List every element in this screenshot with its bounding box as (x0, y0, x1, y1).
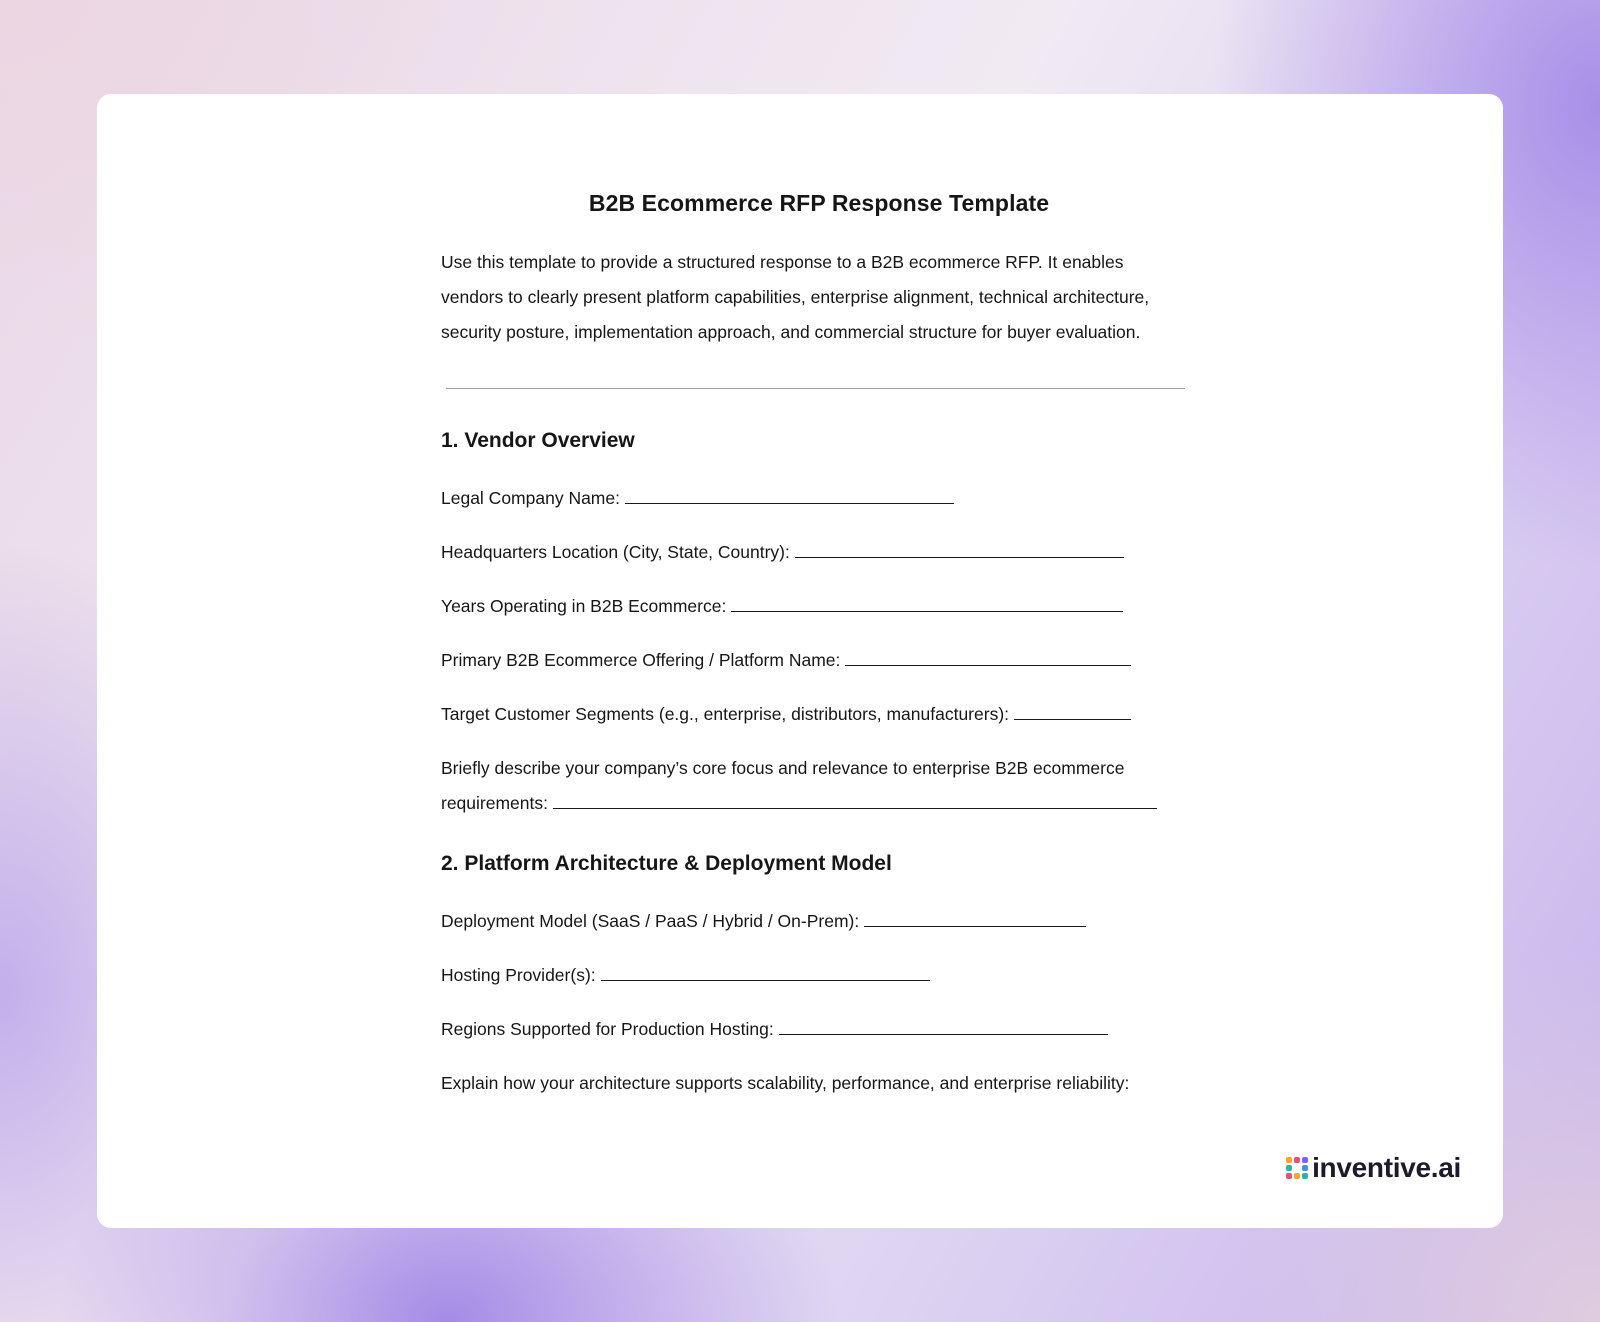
field-regions-supported (441, 1012, 1197, 1047)
answer-blank[interactable] (553, 807, 1157, 809)
section-heading-vendor-overview: 1. Vendor Overview (441, 429, 635, 452)
answer-blank[interactable] (795, 556, 1124, 558)
field-label: Target Customer Segments (e.g., enterprise, distributors, manufacturers): (441, 704, 1010, 724)
intro-paragraph: Use this template to provide a structured response to a B2B ecommerce RFP. It enables vendors to clearly present platform capabilities, enterprise alignment, technical architecture, security posture, implementation approach, and commercial structure for buyer evaluation. (441, 252, 1150, 342)
document-title: B2B Ecommerce RFP Response Template (588, 190, 1050, 216)
field-label: Briefly describe your company’s core focus and relevance to enterprise B2B ecommerce requirements: (441, 758, 1125, 813)
sparkle-grid-icon (1286, 1157, 1308, 1179)
field-architecture-explanation (441, 1066, 1197, 1101)
answer-blank[interactable] (864, 925, 1086, 927)
field-label: Legal Company Name: (441, 488, 620, 508)
answer-blank[interactable] (731, 610, 1123, 612)
document-body (441, 190, 1197, 1101)
answer-blank[interactable] (601, 979, 930, 981)
field-core-focus (441, 751, 1181, 821)
field-label: Explain how your architecture supports scalability, performance, and enterprise reliability: (441, 1073, 1130, 1093)
answer-blank[interactable] (779, 1033, 1108, 1035)
field-label: Years Operating in B2B Ecommerce: (441, 596, 727, 616)
field-primary-offering (441, 643, 1197, 678)
horizontal-divider (446, 388, 1185, 389)
field-hosting-providers (441, 958, 1197, 993)
field-deployment-model (441, 904, 1197, 939)
field-label: Headquarters Location (City, State, Country): (441, 542, 790, 562)
answer-blank[interactable] (625, 502, 954, 504)
answer-blank[interactable] (845, 664, 1131, 666)
field-target-segments (441, 697, 1197, 732)
document-card (97, 94, 1503, 1228)
inventive-logo (1286, 1152, 1461, 1184)
logo-wordmark: inventive.ai (1312, 1152, 1461, 1183)
field-label: Primary B2B Ecommerce Offering / Platform Name: (441, 650, 841, 670)
field-label: Hosting Provider(s): (441, 965, 596, 985)
section-heading-platform-architecture: 2. Platform Architecture & Deployment Model (441, 852, 892, 875)
field-headquarters-location (441, 535, 1197, 570)
field-legal-company-name (441, 481, 1197, 516)
answer-blank[interactable] (1014, 718, 1131, 720)
field-label: Regions Supported for Production Hosting: (441, 1019, 774, 1039)
field-label: Deployment Model (SaaS / PaaS / Hybrid / On-Prem): (441, 911, 860, 931)
field-years-operating (441, 589, 1197, 624)
